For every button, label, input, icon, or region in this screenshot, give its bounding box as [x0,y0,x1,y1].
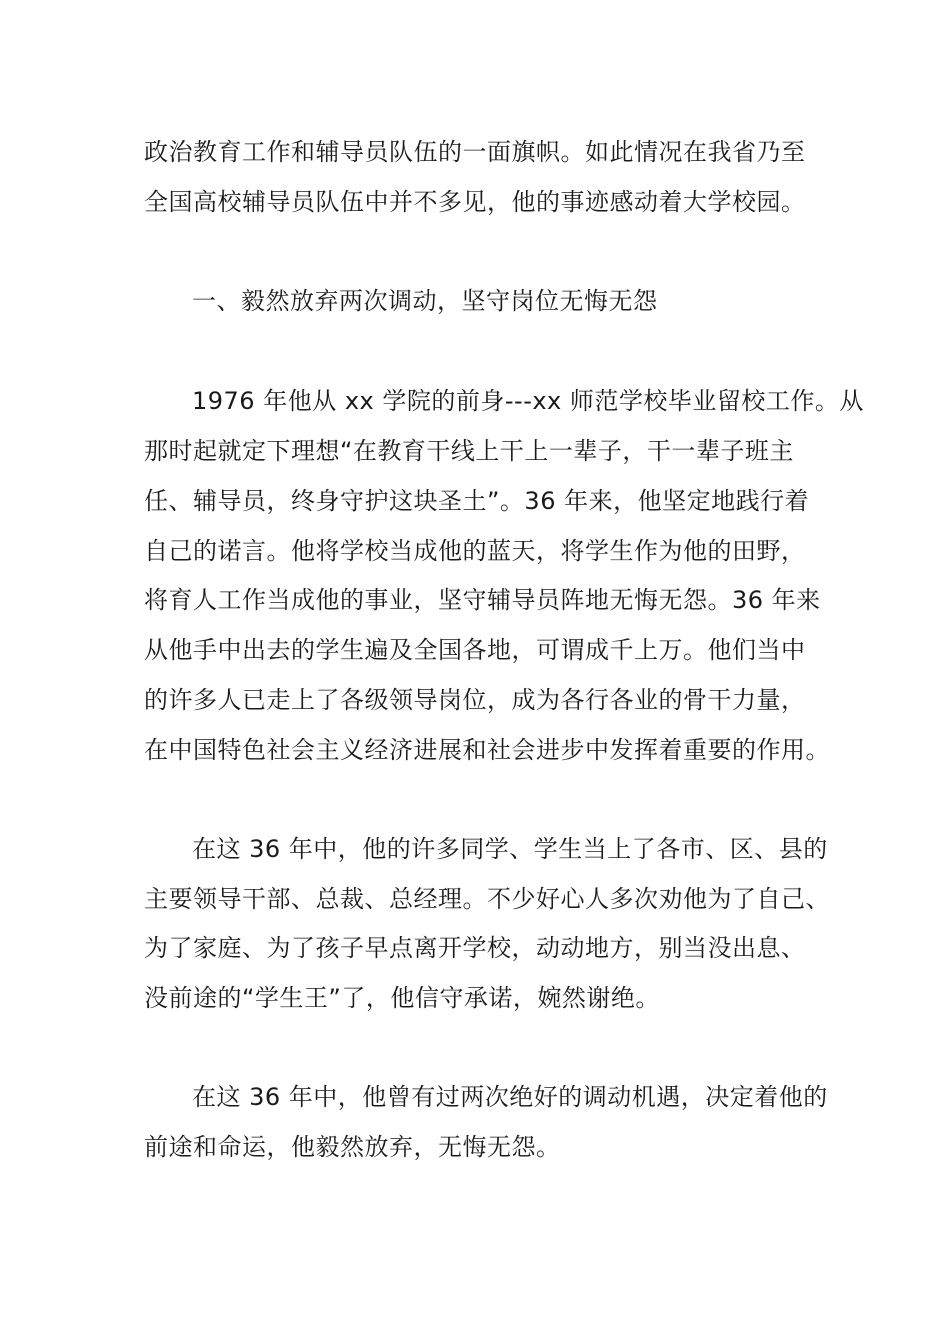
paragraph-line: 政治教育工作和辅导员队伍的一面旗帜。如此情况在我省乃至 [144,138,806,166]
paragraph-line: 在中国特色社会主义经济进展和社会进步中发挥着重要的作用。 [144,736,830,764]
paragraph-line: 将育人工作当成他的事业，坚守辅导员阵地无悔无怨。36 年来 [144,586,821,614]
paragraph-line: 那时起就定下理想“在教育干线上干上一辈子，干一辈子班主 [144,437,794,465]
paragraph-line: 为了家庭、为了孩子早点离开学校，动动地方，别当没出息、 [144,934,806,962]
paragraph-line: 全国高校辅导员队伍中并不多见，他的事迹感动着大学校园。 [144,188,806,216]
paragraph-line: 1976 年他从 xx 学院的前身---xx 师范学校毕业留校工作。从 [192,387,864,415]
paragraph-line: 前途和命运，他毅然放弃，无悔无怨。 [144,1133,561,1161]
section-heading: 一、毅然放弃两次调动，坚守岗位无悔无怨 [192,287,658,315]
paragraph-line: 自己的诺言。他将学校当成他的蓝天，将学生作为他的田野， [144,537,806,565]
paragraph-line: 任、辅导员，终身守护这块圣土”。36 年来，他坚定地践行着 [144,487,810,515]
paragraph-line: 没前途的“学生王”了，他信守承诺，婉然谢绝。 [144,984,660,1012]
paragraph-line: 从他手中出去的学生遍及全国各地，可谓成千上万。他们当中 [144,636,806,664]
paragraph-line: 的许多人已走上了各级领导岗位，成为各行各业的骨干力量， [144,686,806,714]
paragraph-line: 在这 36 年中，他的许多同学、学生当上了各市、区、县的 [192,835,828,863]
paragraph-line: 在这 36 年中，他曾有过两次绝好的调动机遇，决定着他的 [192,1083,828,1111]
paragraph-line: 主要领导干部、总裁、总经理。不少好心人多次劝他为了自己、 [144,885,830,913]
